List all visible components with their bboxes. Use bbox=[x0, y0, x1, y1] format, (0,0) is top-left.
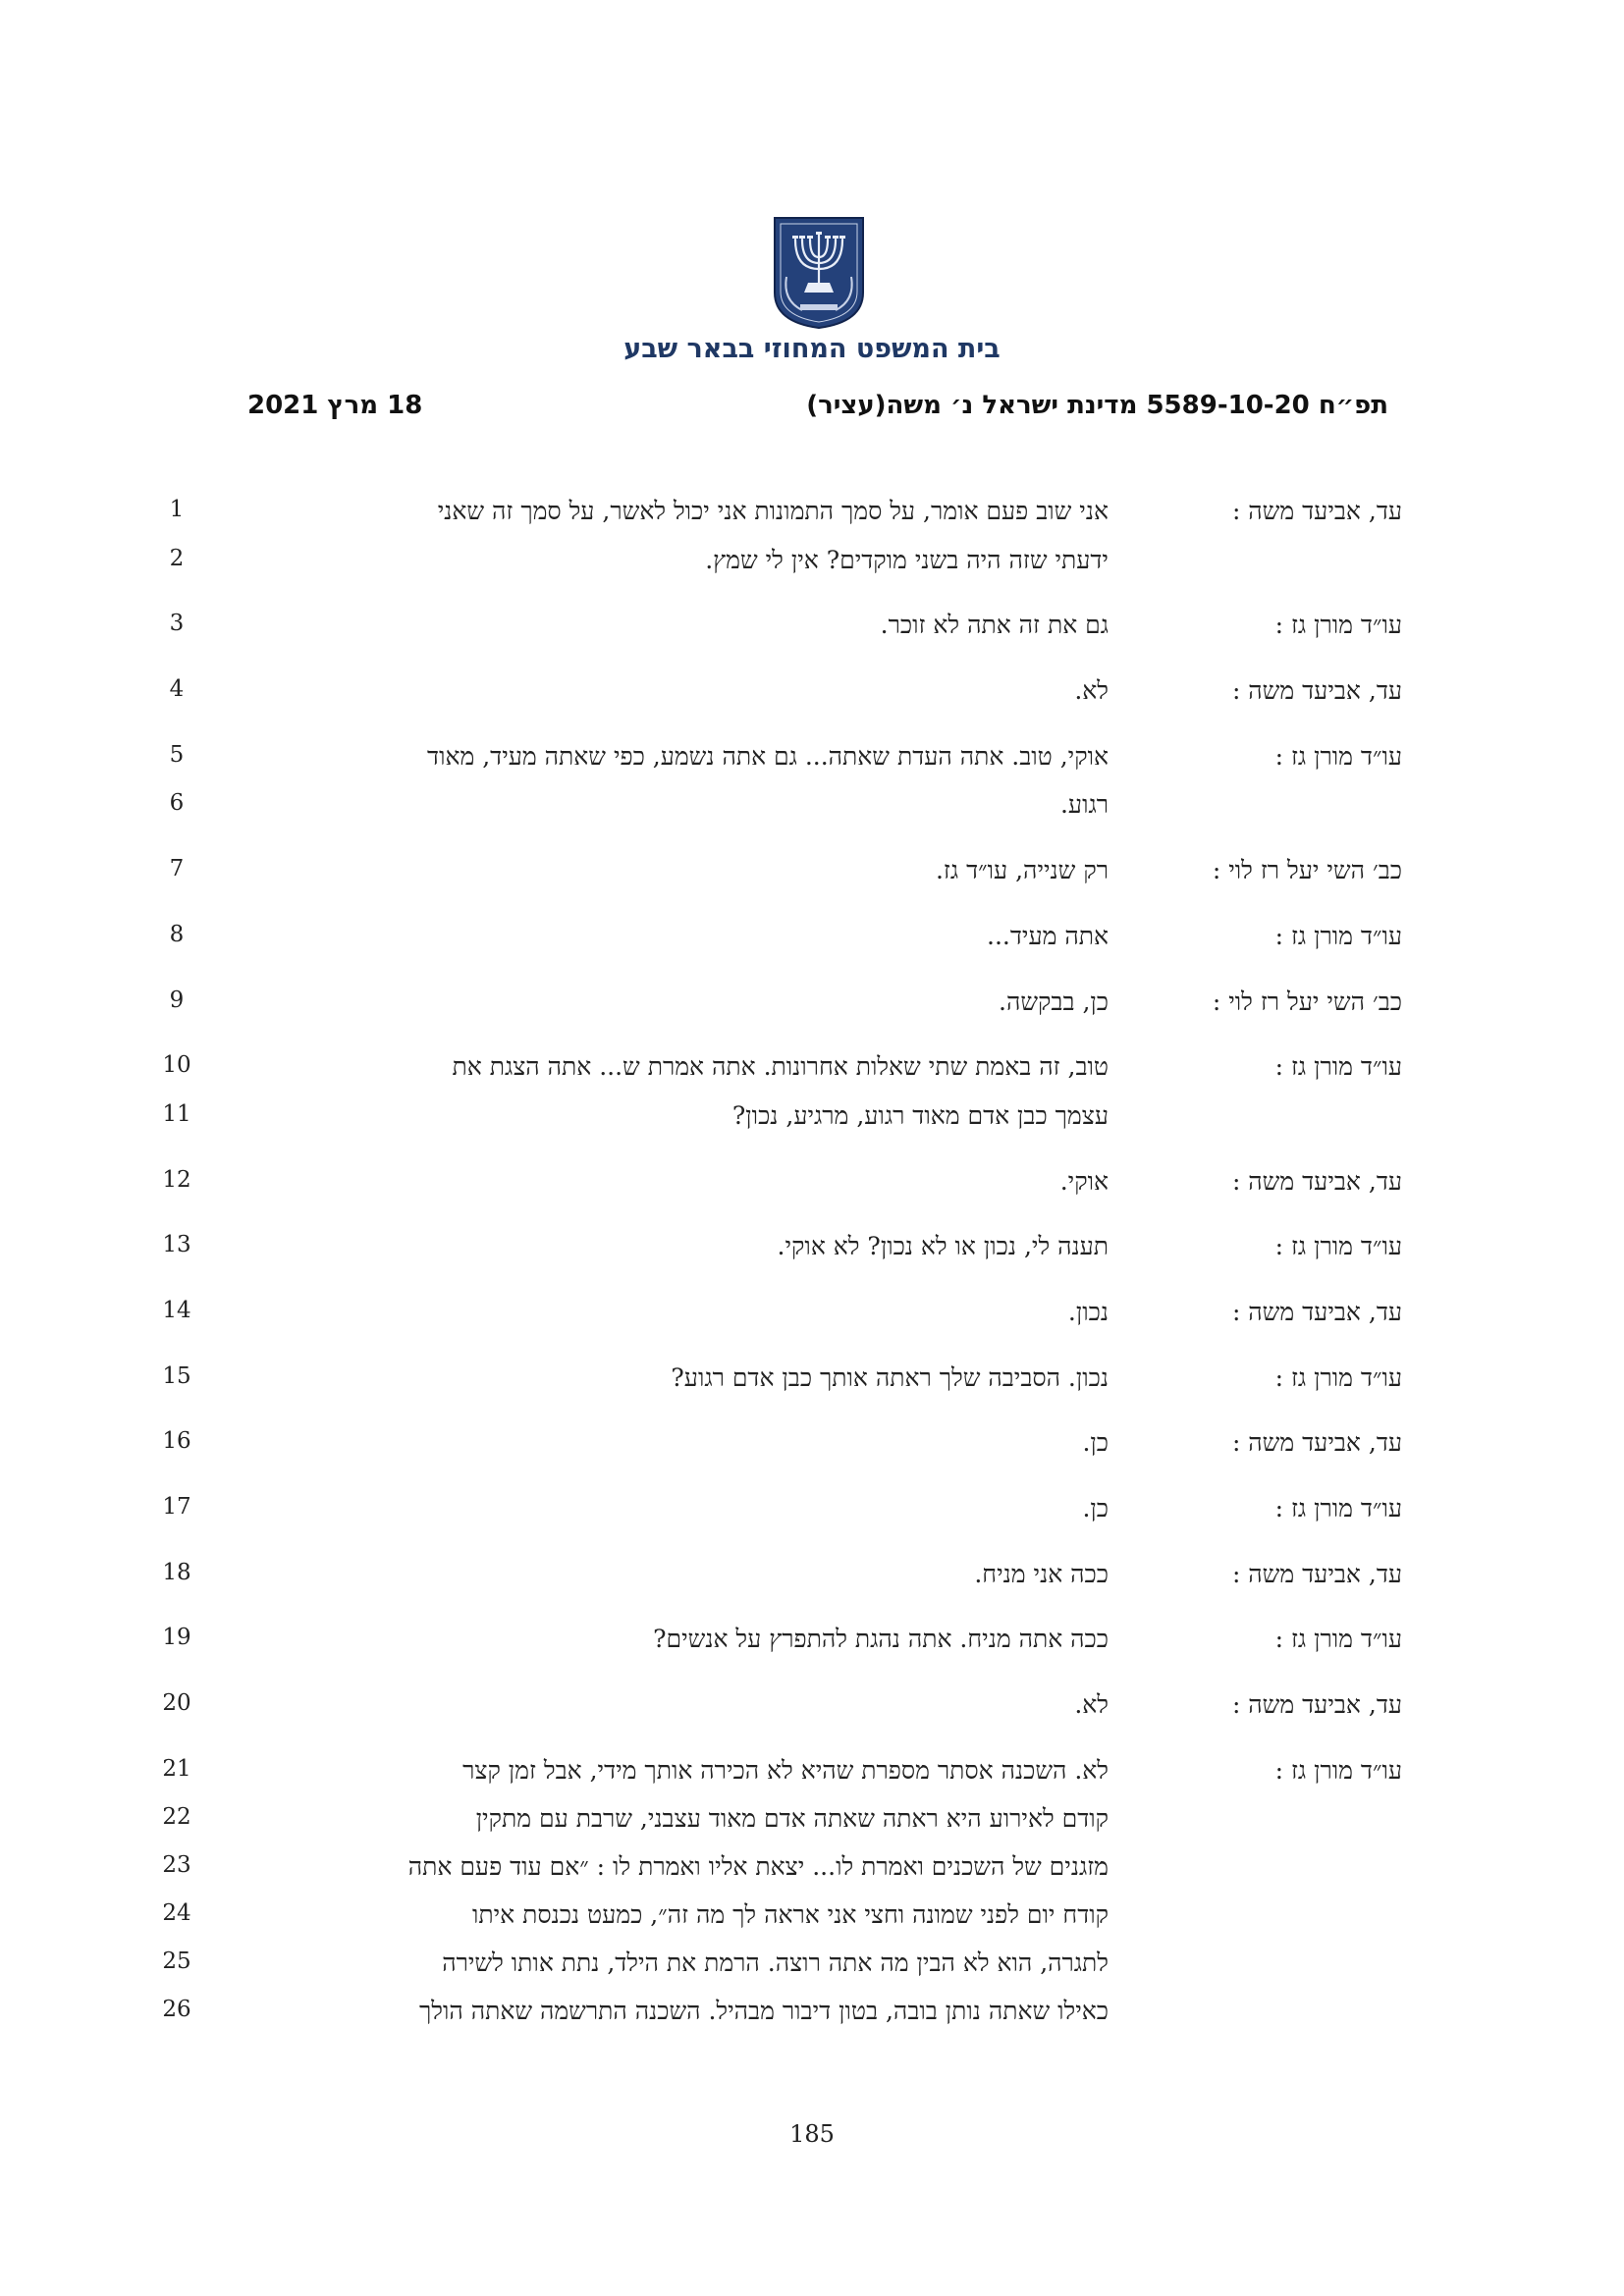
transcript-text: כן, בבקשה. bbox=[999, 988, 1109, 1016]
line-number: 7 bbox=[169, 856, 185, 881]
line-number: 14 bbox=[162, 1298, 191, 1323]
line-number: 25 bbox=[162, 1949, 191, 1974]
line-number: 6 bbox=[169, 790, 185, 816]
transcript-text: ידעתי שזה היה בשני מוקדים? אין לי שמץ. bbox=[705, 546, 1109, 574]
page-number: 185 bbox=[789, 2120, 835, 2148]
line-number: 22 bbox=[162, 1804, 191, 1830]
transcript-text: כאילו שאתה נותן בובה, בטון דיבור מבהיל. השכנה התרשמה שאתה הולך bbox=[419, 1997, 1109, 2025]
line-number: 20 bbox=[162, 1690, 191, 1716]
transcript-text: קודם לאירוע היא ראתה שאתה אדם מאוד עצבני, שרבת עם מתקין bbox=[475, 1804, 1109, 1833]
transcript-text: רגוע. bbox=[1059, 790, 1109, 819]
speaker-label: עו״ד מורן גז : bbox=[1274, 1494, 1402, 1522]
transcript-text: ככה אני מניח. bbox=[974, 1560, 1109, 1588]
transcript-text: קודח יום לפני שמונה וחצי אני אראה לך מה זה״, כמעט נכנסת איתו bbox=[471, 1900, 1109, 1929]
line-number: 19 bbox=[162, 1625, 191, 1650]
transcript-text: לא. bbox=[1074, 676, 1109, 705]
line-number: 11 bbox=[162, 1101, 191, 1127]
transcript-text: כן. bbox=[1082, 1494, 1109, 1522]
line-number: 23 bbox=[162, 1852, 191, 1878]
transcript-text: ככה אתה מניח. אתה נהגת להתפרץ על אנשים? bbox=[653, 1625, 1109, 1653]
speaker-label: כב׳ השי יעל רז לוי : bbox=[1212, 988, 1402, 1016]
transcript-text: לא. השכנה אסתר מספרת שהיא לא הכירה אותך מידי, אבל זמן קצר bbox=[462, 1756, 1109, 1785]
speaker-label: עו״ד מורן גז : bbox=[1274, 922, 1402, 950]
speaker-label: עד, אביעד משה : bbox=[1231, 1298, 1402, 1326]
transcript-text: עצמך כבן אדם מאוד רגוע, מרגיע, נכון? bbox=[731, 1101, 1109, 1130]
transcript-text: כן. bbox=[1082, 1428, 1109, 1457]
line-number: 10 bbox=[162, 1052, 191, 1078]
line-number: 18 bbox=[162, 1560, 191, 1585]
transcript-text: טוב, זה באמת שתי שאלות אחרונות. אתה אמרת ש... אתה הצגת את bbox=[452, 1052, 1109, 1081]
speaker-label: עו״ד מורן גז : bbox=[1274, 1625, 1402, 1653]
case-date: 18 מרץ 2021 bbox=[247, 391, 423, 420]
speaker-label: עו״ד מורן גז : bbox=[1274, 742, 1402, 771]
transcript-text: אוקי, טוב. אתה העדת שאתה... גם אתה נשמע, כפי שאתה מעיד, מאוד bbox=[427, 742, 1109, 771]
state-emblem-icon bbox=[771, 214, 867, 330]
speaker-label: עו״ד מורן גז : bbox=[1274, 1363, 1402, 1392]
transcript-text: רק שנייה, עו״ד גז. bbox=[935, 856, 1109, 884]
line-number: 1 bbox=[169, 497, 185, 522]
line-number: 17 bbox=[162, 1494, 191, 1520]
transcript-text: מזגנים של השכנים ואמרת לו... יצאת אליו ואמרת לו : ״אם עוד פעם אתה bbox=[407, 1852, 1109, 1881]
speaker-label: כב׳ השי יעל רז לוי : bbox=[1212, 856, 1402, 884]
transcript-text: לתגרה, הוא לא הבין מה אתה רוצה. הרמת את הילד, נתת אותו לשירה bbox=[442, 1949, 1109, 1977]
speaker-label: עד, אביעד משה : bbox=[1231, 1167, 1402, 1196]
line-number: 9 bbox=[169, 988, 185, 1013]
speaker-label: עד, אביעד משה : bbox=[1231, 1428, 1402, 1457]
line-number: 2 bbox=[169, 546, 185, 571]
speaker-label: עו״ד מורן גז : bbox=[1274, 611, 1402, 639]
speaker-label: עו״ד מורן גז : bbox=[1274, 1052, 1402, 1081]
transcript-text: גם את זה אתה לא זוכר. bbox=[880, 611, 1109, 639]
transcript-text: אוקי. bbox=[1059, 1167, 1109, 1196]
line-number: 4 bbox=[169, 676, 185, 702]
transcript-text: תענה לי, נכון או לא נכון? לא אוקי. bbox=[777, 1232, 1109, 1260]
case-info: תפ״ח 5589-10-20 מדינת ישראל נ׳ משה(עציר) bbox=[806, 391, 1388, 420]
line-number: 24 bbox=[162, 1900, 191, 1926]
speaker-label: עד, אביעד משה : bbox=[1231, 497, 1402, 525]
transcript-text: לא. bbox=[1074, 1690, 1109, 1719]
line-number: 15 bbox=[162, 1363, 191, 1389]
speaker-label: עו״ד מורן גז : bbox=[1274, 1232, 1402, 1260]
transcript-text: נכון. bbox=[1067, 1298, 1109, 1326]
line-number: 21 bbox=[162, 1756, 191, 1782]
speaker-label: עד, אביעד משה : bbox=[1231, 676, 1402, 705]
line-number: 5 bbox=[169, 742, 185, 768]
line-number: 16 bbox=[162, 1428, 191, 1454]
line-number: 3 bbox=[169, 611, 185, 636]
speaker-label: עו״ד מורן גז : bbox=[1274, 1756, 1402, 1785]
line-number: 26 bbox=[162, 1997, 191, 2022]
line-number: 12 bbox=[162, 1167, 191, 1193]
speaker-label: עד, אביעד משה : bbox=[1231, 1690, 1402, 1719]
transcript-text: נכון. הסביבה שלך ראתה אותך כבן אדם רגוע? bbox=[671, 1363, 1109, 1392]
transcript-text: אתה מעיד... bbox=[987, 922, 1109, 950]
line-number: 13 bbox=[162, 1232, 191, 1257]
transcript-text: אני שוב פעם אומר, על סמך התמונות אני יכול לאשר, על סמך זה שאני bbox=[437, 497, 1109, 525]
speaker-label: עד, אביעד משה : bbox=[1231, 1560, 1402, 1588]
line-number: 8 bbox=[169, 922, 185, 947]
court-name: בית המשפט המחוזי בבאר שבע bbox=[623, 334, 1001, 364]
